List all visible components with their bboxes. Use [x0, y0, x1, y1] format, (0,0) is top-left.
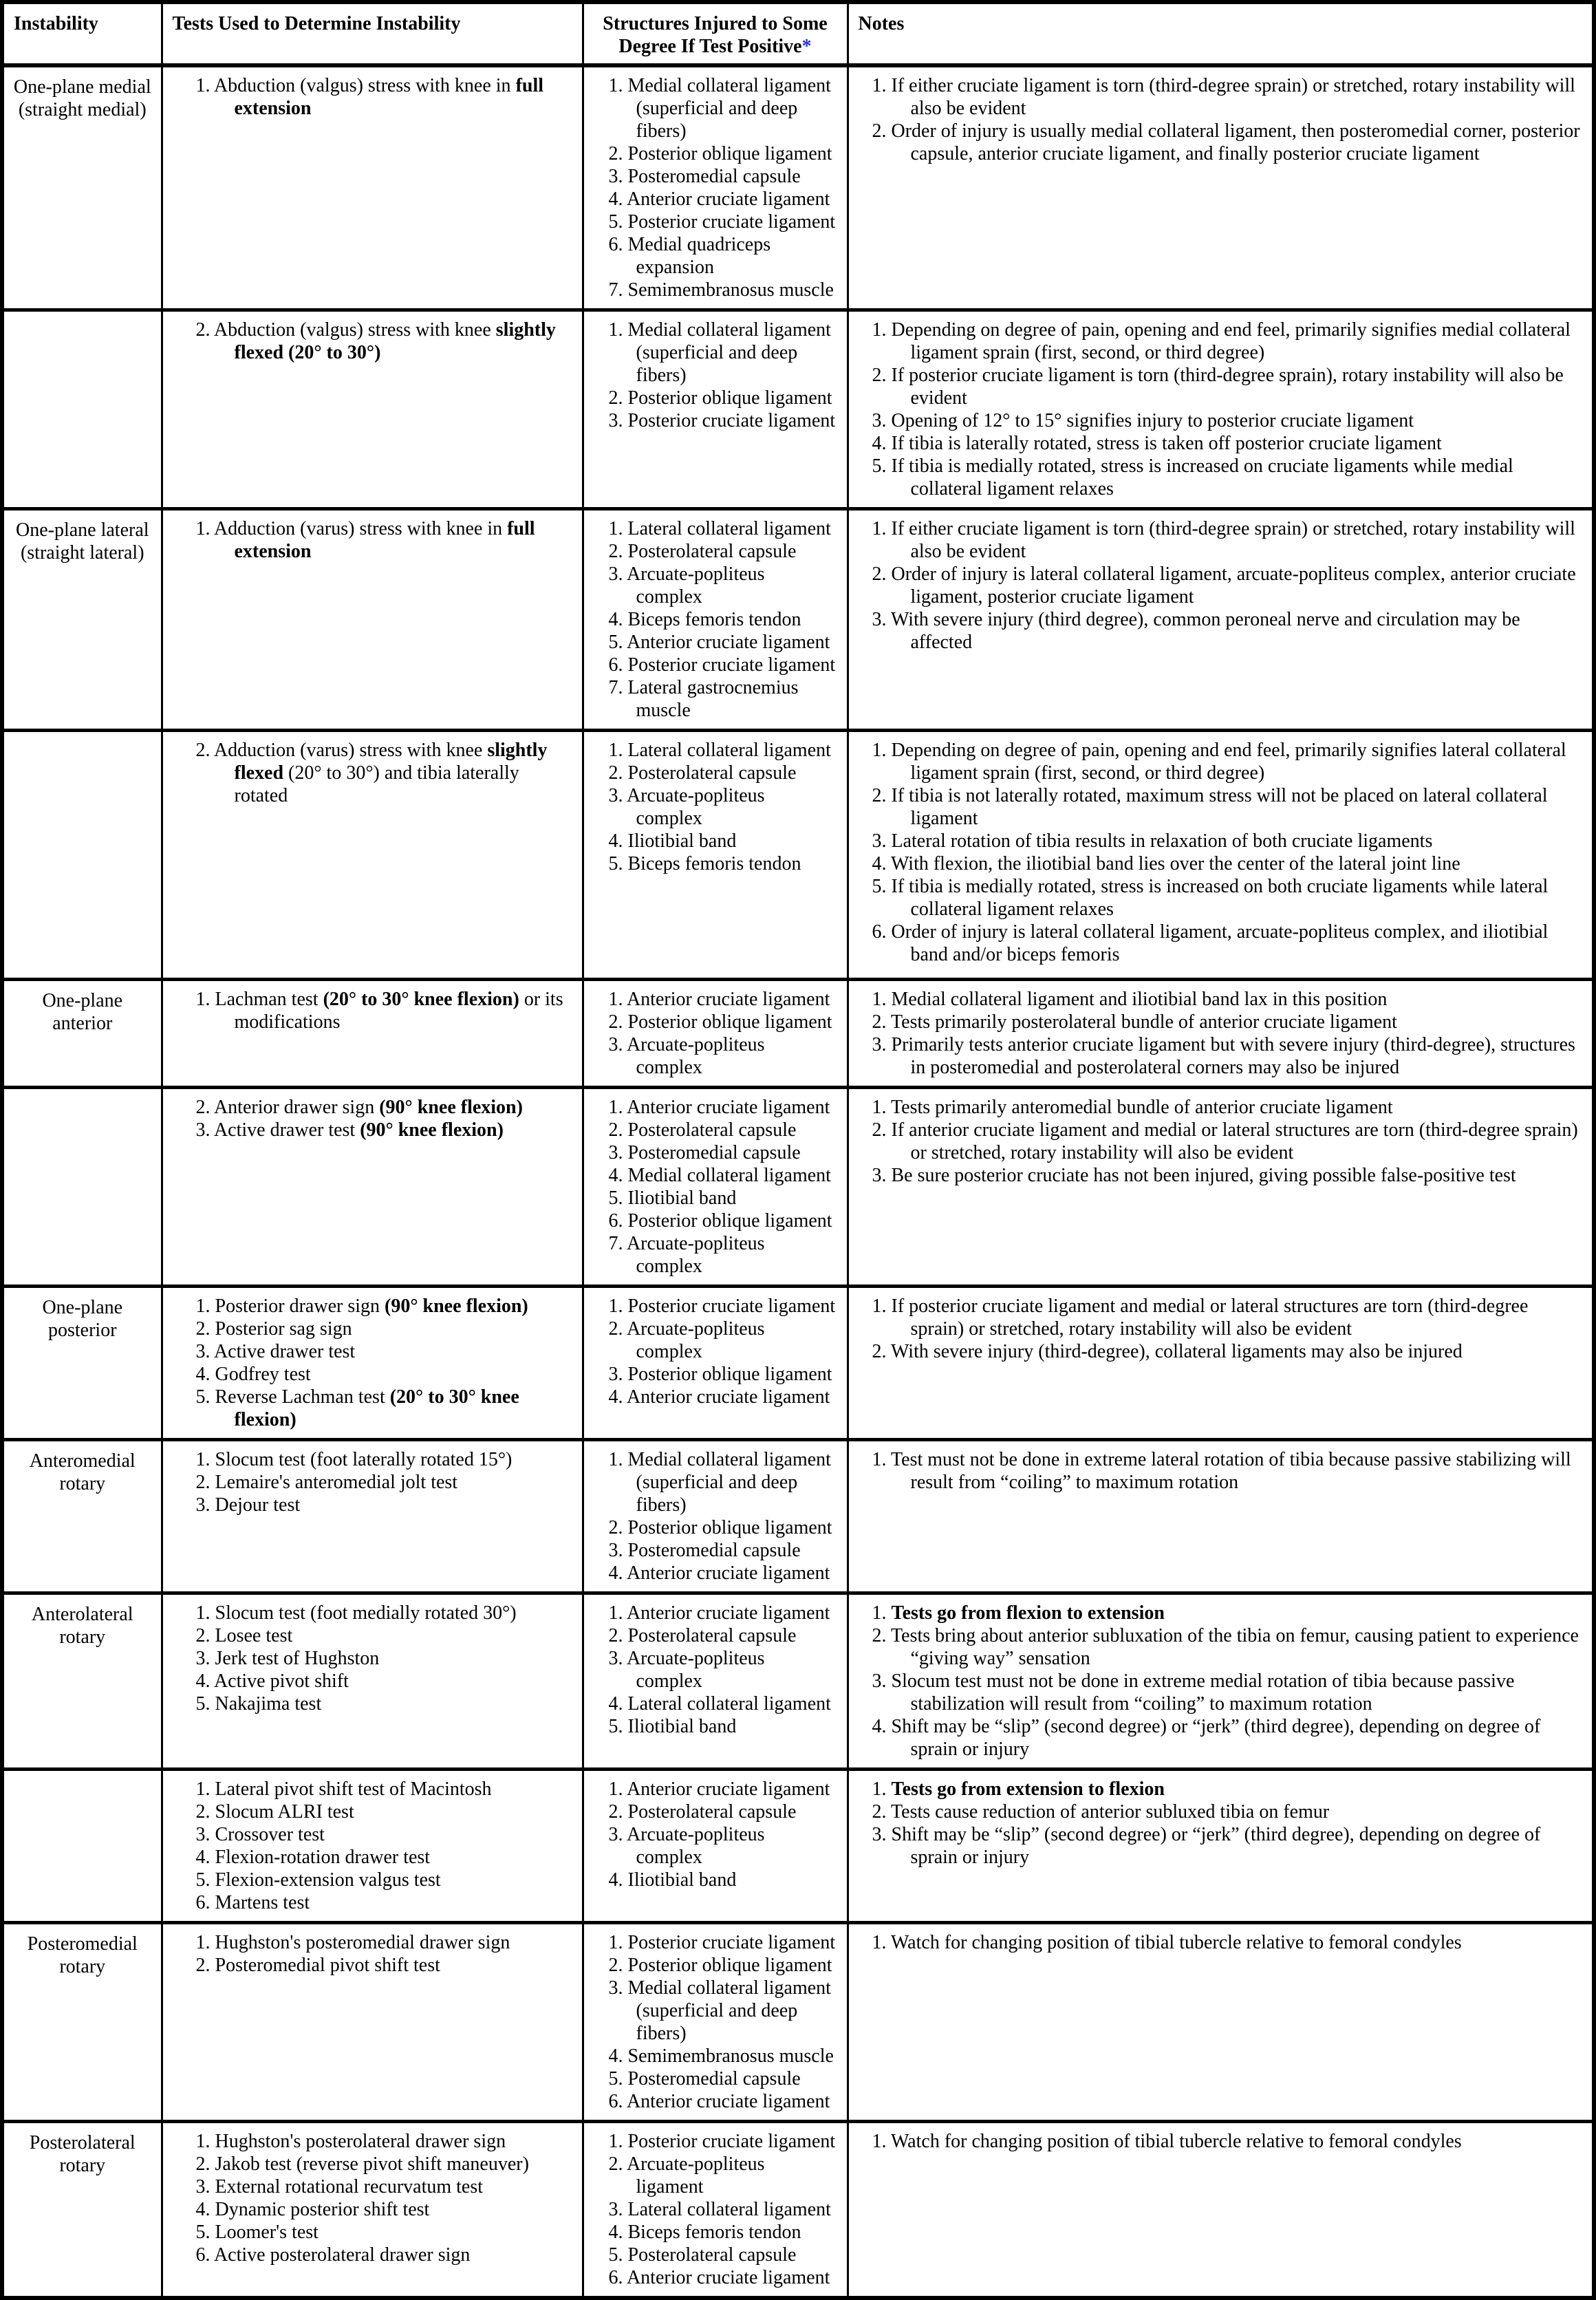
notes-cell — [848, 1923, 1594, 2122]
table-row — [2, 2122, 1594, 2299]
list-item: 5. Loomer's test — [195, 2222, 319, 2243]
structures-header-line1: Structures Injured to Some — [603, 13, 828, 34]
list-item: 5. Reverse Lachman test (20° to 30° knee flexion) — [195, 1386, 519, 1430]
list-item: 3. Arcuate-popliteus complex — [608, 1824, 765, 1868]
notes-cell — [848, 509, 1594, 731]
instability-cell: Anteromedial rotary — [2, 1440, 162, 1593]
list-item: 4. Medial collateral ligament — [608, 1165, 831, 1186]
table-row — [2, 509, 1594, 731]
list-item: 2. Posterior oblique ligament — [608, 143, 832, 164]
list-item: 3. Primarily tests anterior cruciate ligament but with severe injury (third-degree), structures in posteromedial and posterolateral corners may also be injured — [872, 1034, 1575, 1078]
list-item: 2. Posteromedial pivot shift test — [195, 1955, 440, 1976]
list-item: 1. If either cruciate ligament is torn (third-degree sprain) or stretched, rotary instability will also be evident — [872, 518, 1575, 562]
list-item: 2. Arcuate-popliteus complex — [608, 1318, 765, 1362]
list-item: 3. Medial collateral ligament (superficial and deep fibers) — [608, 1977, 831, 2044]
list-item: 2. Order of injury is usually medial collateral ligament, then posteromedial corner, posterior capsule, anterior cruciate ligament, and finally posterior cruciate ligament — [872, 120, 1580, 164]
list-item: 1. If either cruciate ligament is torn (third-degree sprain) or stretched, rotary instability will also be evident — [872, 75, 1575, 119]
list-item: 4. Dynamic posterior shift test — [195, 2199, 430, 2220]
structures-cell — [583, 310, 848, 509]
structures-cell — [583, 1088, 848, 1287]
notes-cell — [848, 1770, 1594, 1923]
list-item: 7. Lateral gastrocnemius muscle — [608, 677, 799, 721]
list-item: 6. Martens test — [195, 1892, 310, 1913]
instability-cell — [2, 310, 162, 509]
table-header — [2, 2, 1594, 65]
list-item: 2. Posterolateral capsule — [608, 541, 797, 562]
list-item: 3. Crossover test — [195, 1824, 325, 1845]
notes-cell — [848, 1593, 1594, 1770]
list-item: 4. Godfrey test — [195, 1364, 311, 1385]
table-row — [2, 1770, 1594, 1923]
instability-cell: One-plane medial (straight medial) — [2, 65, 162, 310]
list-item: 1. Depending on degree of pain, opening and end feel, primarily signifies medial collateral ligament sprain (first, second, or third degree) — [872, 319, 1571, 363]
list-item: 6. Medial quadriceps expansion — [608, 234, 771, 278]
list-item: 4. Flexion-rotation drawer test — [195, 1847, 431, 1868]
list-item: 1. Watch for changing position of tibial tubercle relative to femoral condyles — [872, 1932, 1462, 1953]
list-item: 2. Anterior drawer sign (90° knee flexion) — [195, 1097, 523, 1118]
notes-cell — [848, 1440, 1594, 1593]
tests-cell — [162, 2122, 583, 2299]
notes-cell — [848, 65, 1594, 310]
list-item: 2. If posterior cruciate ligament is torn (third-degree sprain), rotary instability will also be evident — [872, 365, 1564, 409]
list-item: 2. Posterior sag sign — [195, 1318, 352, 1340]
list-item: 4. Anterior cruciate ligament — [608, 189, 830, 210]
structures-cell — [583, 1440, 848, 1593]
tests-cell — [162, 65, 583, 310]
table-body — [2, 65, 1594, 2298]
structures-cell — [583, 1287, 848, 1440]
tests-cell — [162, 980, 583, 1088]
list-item: 2. Tests bring about anterior subluxation of the tibia on femur, causing patient to experience “giving way” sensation — [872, 1625, 1579, 1669]
list-item: 2. Posterior oblique ligament — [608, 387, 832, 409]
tests-cell — [162, 1770, 583, 1923]
tests-cell — [162, 731, 583, 980]
structures-cell — [583, 509, 848, 731]
list-item: 1. Lateral pivot shift test of Macintosh — [195, 1778, 492, 1800]
list-item: 2. Adduction (varus) stress with knee slightly flexed (20° to 30°) and tibia laterally rotated — [195, 740, 548, 806]
table-row — [2, 1440, 1594, 1593]
list-item: 4. Anterior cruciate ligament — [608, 1562, 830, 1584]
list-item: 5. Flexion-extension valgus test — [195, 1869, 441, 1891]
structures-header-line2: Degree If Test Positive — [618, 36, 802, 57]
list-item: 1. Anterior cruciate ligament — [608, 1778, 830, 1800]
list-item: 3. External rotational recurvatum test — [195, 2176, 484, 2197]
table-row — [2, 1923, 1594, 2122]
list-item: 3. Arcuate-popliteus complex — [608, 1648, 765, 1692]
list-item: 6. Order of injury is lateral collateral ligament, arcuate-popliteus complex, and iliotibial band and/or biceps femoris — [872, 921, 1549, 965]
list-item: 1. Anterior cruciate ligament — [608, 1097, 830, 1118]
list-item: 6. Posterior oblique ligament — [608, 1210, 832, 1232]
list-item: 6. Active posterolateral drawer sign — [195, 2244, 471, 2266]
list-item: 5. If tibia is medially rotated, stress is increased on cruciate ligaments while medial collateral ligament relaxes — [872, 455, 1513, 499]
structures-cell — [583, 1593, 848, 1770]
list-item: 1. Test must not be done in extreme lateral rotation of tibia because passive stabilizing will result from “coiling” to maximum rotation — [872, 1449, 1571, 1493]
list-item: 4. Biceps femoris tendon — [608, 609, 801, 630]
list-item: 2. Order of injury is lateral collateral ligament, arcuate-popliteus complex, anterior cruciate ligament, posterior cruciate ligament — [872, 563, 1576, 608]
list-item: 4. Anterior cruciate ligament — [608, 1386, 830, 1408]
table-row — [2, 65, 1594, 310]
structures-cell — [583, 731, 848, 980]
list-item: 2. Abduction (valgus) stress with knee slightly flexed (20° to 30°) — [195, 319, 556, 363]
list-item: 1. Medial collateral ligament and iliotibial band lax in this position — [872, 989, 1388, 1010]
list-item: 3. Arcuate-popliteus complex — [608, 1034, 765, 1078]
tests-cell — [162, 310, 583, 509]
tests-cell — [162, 1287, 583, 1440]
column-header-tests: Tests Used to Determine Instability — [162, 2, 583, 65]
list-item: 7. Semimembranosus muscle — [608, 279, 834, 301]
list-item: 3. Slocum test must not be done in extreme medial rotation of tibia because passive stabilization will result from “coiling” to maximum rotation — [872, 1670, 1515, 1715]
list-item: 1. Slocum test (foot laterally rotated 15°) — [195, 1449, 513, 1470]
list-item: 5. Iliotibial band — [608, 1187, 737, 1209]
list-item: 1. Hughston's posterolateral drawer sign — [195, 2131, 506, 2152]
list-item: 2. Lemaire's anteromedial jolt test — [195, 1472, 458, 1493]
instability-cell: Anterolateral rotary — [2, 1593, 162, 1770]
list-item: 2. Posterolateral capsule — [608, 762, 797, 784]
notes-cell — [848, 980, 1594, 1088]
list-item: 1. Medial collateral ligament (superficial and deep fibers) — [608, 1449, 831, 1516]
instability-cell: Posteromedial rotary — [2, 1923, 162, 2122]
list-item: 2. If anterior cruciate ligament and medial or lateral structures are torn (third-degree sprain) or stretched, rotary instability will also be evident — [872, 1119, 1578, 1163]
list-item: 4. Active pivot shift — [195, 1670, 349, 1692]
structures-cell — [583, 2122, 848, 2299]
instability-cell: Posterolateral rotary — [2, 2122, 162, 2299]
list-item: 3. Jerk test of Hughston — [195, 1648, 380, 1669]
list-item: 6. Posterior cruciate ligament — [608, 654, 836, 676]
instability-cell: One-plane lateral (straight lateral) — [2, 509, 162, 731]
list-item: 2. Posterolateral capsule — [608, 1119, 797, 1141]
list-item: 5. Posteromedial capsule — [608, 2068, 801, 2089]
list-item: 4. Biceps femoris tendon — [608, 2222, 801, 2243]
list-item: 1. Tests go from extension to flexion — [872, 1778, 1165, 1800]
list-item: 2. If tibia is not laterally rotated, maximum stress will not be placed on lateral collateral ligament — [872, 785, 1548, 829]
list-item: 1. Posterior cruciate ligament — [608, 1932, 836, 1953]
list-item: 1. Medial collateral ligament (superficial and deep fibers) — [608, 75, 831, 142]
instability-cell: One-plane posterior — [2, 1287, 162, 1440]
table-row — [2, 1287, 1594, 1440]
notes-cell — [848, 310, 1594, 509]
tests-cell — [162, 1923, 583, 2122]
list-item: 1. Lateral collateral ligament — [608, 740, 831, 761]
list-item: 3. With severe injury (third degree), common peroneal nerve and circulation may be affected — [872, 609, 1520, 653]
list-item: 2. Posterior oblique ligament — [608, 1955, 832, 1976]
notes-cell — [848, 731, 1594, 980]
list-item: 1. Posterior cruciate ligament — [608, 2131, 836, 2152]
list-item: 3. Arcuate-popliteus complex — [608, 785, 765, 829]
list-item: 2. Posterior oblique ligament — [608, 1011, 832, 1033]
structures-cell — [583, 980, 848, 1088]
notes-cell — [848, 1088, 1594, 1287]
list-item: 4. If tibia is laterally rotated, stress is taken off posterior cruciate ligament — [872, 433, 1442, 454]
tests-cell — [162, 1440, 583, 1593]
list-item: 1. Posterior drawer sign (90° knee flexion) — [195, 1296, 528, 1317]
table-row — [2, 1593, 1594, 1770]
list-item: 6. Anterior cruciate ligament — [608, 2267, 830, 2288]
column-header-instability: Instability — [2, 2, 162, 65]
list-item: 1. Watch for changing position of tibial tubercle relative to femoral condyles — [872, 2131, 1462, 2152]
list-item: 4. With flexion, the iliotibial band lies over the center of the lateral joint line — [872, 853, 1460, 874]
list-item: 4. Iliotibial band — [608, 830, 737, 852]
list-item: 1. Lateral collateral ligament — [608, 518, 831, 539]
list-item: 5. Posterior cruciate ligament — [608, 211, 836, 233]
tests-cell — [162, 1593, 583, 1770]
list-item: 1. Slocum test (foot medially rotated 30°) — [195, 1602, 517, 1624]
list-item: 1. Tests primarily anteromedial bundle of anterior cruciate ligament — [872, 1097, 1393, 1118]
instability-cell — [2, 1770, 162, 1923]
list-item: 3. Shift may be “slip” (second degree) or “jerk” (third degree), depending on degree of sprain or injury — [872, 1824, 1541, 1868]
list-item: 2. Tests primarily posterolateral bundle of anterior cruciate ligament — [872, 1011, 1397, 1033]
list-item: 1. Adduction (varus) stress with knee in full extension — [195, 518, 535, 562]
list-item: 3. Active drawer test — [195, 1341, 356, 1362]
table-row — [2, 980, 1594, 1088]
table-row — [2, 1088, 1594, 1287]
list-item: 6. Anterior cruciate ligament — [608, 2091, 830, 2112]
list-item: 1. Tests go from flexion to extension — [872, 1602, 1165, 1624]
instability-cell — [2, 731, 162, 980]
list-item: 5. Iliotibial band — [608, 1716, 737, 1737]
list-item: 2. Posterolateral capsule — [608, 1625, 797, 1646]
list-item: 1. Posterior cruciate ligament — [608, 1296, 836, 1317]
list-item: 1. Abduction (valgus) stress with knee in full extension — [195, 75, 544, 119]
list-item: 5. Biceps femoris tendon — [608, 853, 801, 874]
footnote-asterisk: * — [801, 36, 812, 57]
list-item: 7. Arcuate-popliteus complex — [608, 1233, 765, 1277]
list-item: 3. Opening of 12° to 15° signifies injury to posterior cruciate ligament — [872, 410, 1414, 431]
tests-cell — [162, 1088, 583, 1287]
list-item: 1. Anterior cruciate ligament — [608, 1602, 830, 1624]
list-item: 5. Nakajima test — [195, 1693, 322, 1715]
notes-cell — [848, 1287, 1594, 1440]
list-item: 1. If posterior cruciate ligament and medial or lateral structures are torn (third-degree sprain) or stretched, rotary instability will also be evident — [872, 1296, 1529, 1340]
instability-cell: One-plane anterior — [2, 980, 162, 1088]
structures-cell — [583, 1923, 848, 2122]
list-item: 2. Posterior oblique ligament — [608, 1517, 832, 1538]
list-item: 2. Slocum ALRI test — [195, 1801, 354, 1823]
column-header-notes: Notes — [848, 2, 1594, 65]
list-item: 1. Anterior cruciate ligament — [608, 989, 830, 1010]
table-row — [2, 310, 1594, 509]
list-item: 1. Lachman test (20° to 30° knee flexion) or its modifications — [195, 989, 563, 1033]
structures-cell — [583, 1770, 848, 1923]
list-item: 3. Lateral collateral ligament — [608, 2199, 831, 2220]
list-item: 1. Depending on degree of pain, opening and end feel, primarily signifies lateral collateral ligament sprain (first, second, or third degree) — [872, 740, 1566, 784]
list-item: 4. Semimembranosus muscle — [608, 2045, 834, 2067]
list-item: 3. Posteromedial capsule — [608, 1540, 801, 1561]
instability-cell — [2, 1088, 162, 1287]
list-item: 4. Shift may be “slip” (second degree) or “jerk” (third degree), depending on degree of sprain or injury — [872, 1716, 1541, 1760]
list-item: 3. Active drawer test (90° knee flexion) — [195, 1119, 504, 1141]
list-item: 3. Posterior cruciate ligament — [608, 410, 836, 431]
list-item: 1. Medial collateral ligament (superficial and deep fibers) — [608, 319, 831, 386]
list-item: 2. With severe injury (third-degree), collateral ligaments may also be injured — [872, 1341, 1463, 1362]
list-item: 2. Losee test — [195, 1625, 293, 1646]
list-item: 3. Dejour test — [195, 1494, 301, 1516]
list-item: 1. Hughston's posteromedial drawer sign — [195, 1932, 510, 1953]
list-item: 5. Posterolateral capsule — [608, 2244, 797, 2266]
list-item: 3. Arcuate-popliteus complex — [608, 563, 765, 608]
list-item: 2. Jakob test (reverse pivot shift maneuver) — [195, 2153, 529, 2175]
list-item: 3. Lateral rotation of tibia results in relaxation of both cruciate ligaments — [872, 830, 1433, 852]
column-header-structures — [583, 2, 848, 65]
list-item: 5. If tibia is medially rotated, stress is increased on both cruciate ligaments while lateral collateral ligament relaxes — [872, 876, 1549, 920]
list-item: 3. Be sure posterior cruciate has not been injured, giving possible false-positive test — [872, 1165, 1516, 1186]
list-item: 2. Arcuate-popliteus ligament — [608, 2153, 765, 2197]
tests-cell — [162, 509, 583, 731]
structures-cell — [583, 65, 848, 310]
table-row — [2, 731, 1594, 980]
header-row — [2, 2, 1594, 65]
list-item: 2. Tests cause reduction of anterior subluxed tibia on femur — [872, 1801, 1330, 1823]
list-item: 4. Lateral collateral ligament — [608, 1693, 831, 1715]
notes-cell — [848, 2122, 1594, 2299]
list-item: 2. Posterolateral capsule — [608, 1801, 797, 1823]
list-item: 5. Anterior cruciate ligament — [608, 632, 830, 653]
list-item: 3. Posterior oblique ligament — [608, 1364, 832, 1385]
list-item: 3. Posteromedial capsule — [608, 1142, 801, 1163]
list-item: 4. Iliotibial band — [608, 1869, 737, 1891]
list-item: 3. Posteromedial capsule — [608, 166, 801, 187]
